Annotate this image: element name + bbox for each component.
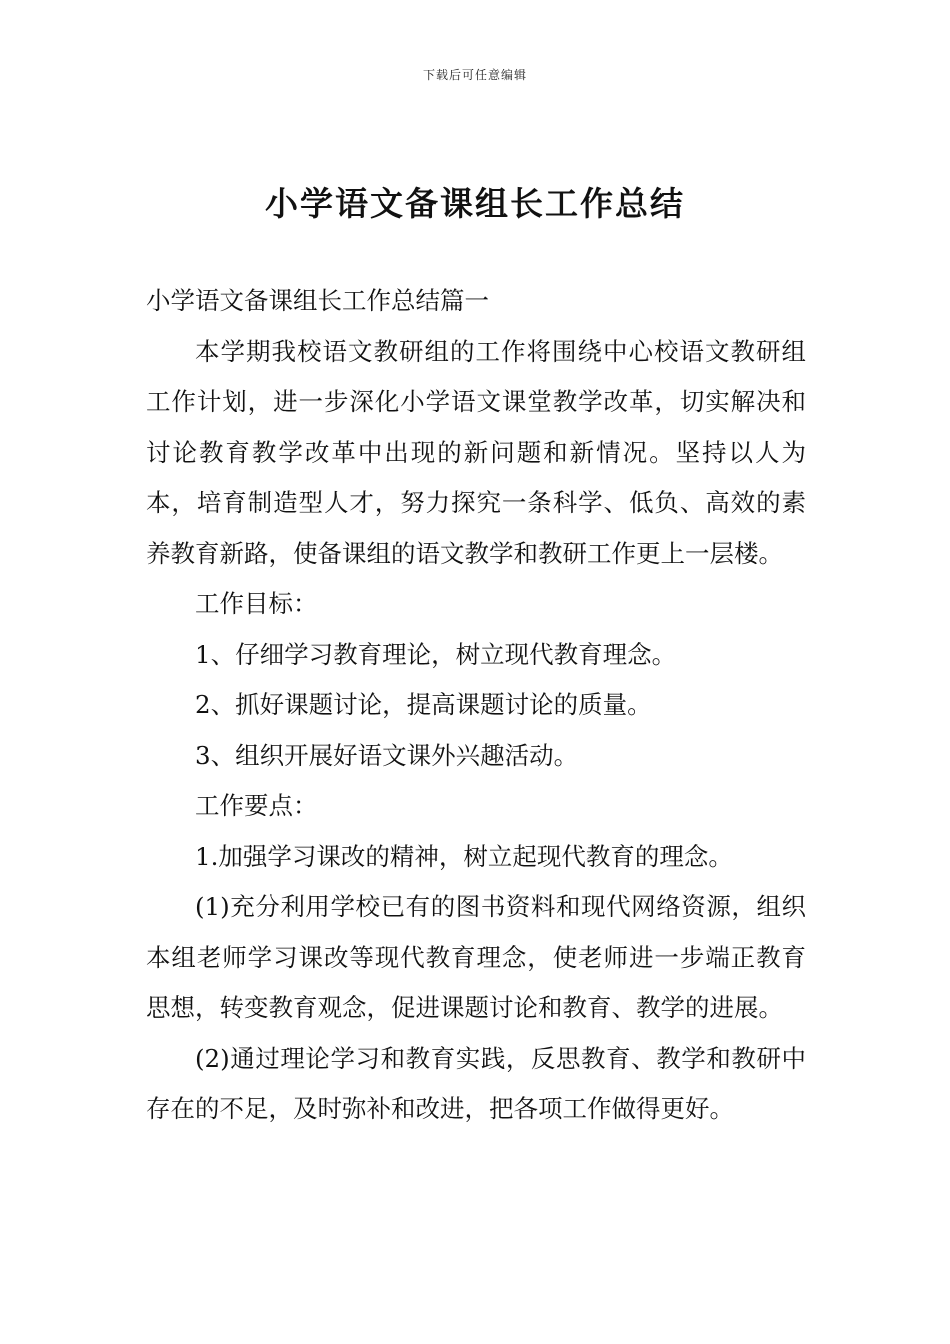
paragraph-goals-heading: 工作目标： (195, 589, 318, 618)
paragraph-keypoint-1: 1.加强学习课改的精神，树立起现代教育的理念。 (195, 841, 733, 871)
paragraph-keypoint-1-1: (1)充分利用学校已有的图书资料和现代网络资源，组织本组老师学习课改等现代教育理念，使老师进一步端正教育思想，转变教育观念，促进课题讨论和教育、教学的进展。 (146, 892, 806, 1022)
paragraph-intro: 本学期我校语文教研组的工作将围绕中心校语文教研组工作计划，进一步深化小学语文课堂教学改革，切实解决和讨论教育教学改革中出现的新问题和新情况。坚持以人为本，培育制造型人才，努力探究一条科学、低负、高效的素养教育新路，使备课组的语文教学和教研工作更上一层楼。 (146, 336, 806, 568)
paragraph-keypoint-1-2: (2)通过理论学习和教育实践，反思教育、教学和教研中存在的不足，及时弥补和改进，把各项工作做得更好。 (146, 1043, 806, 1123)
paragraph-goal-2: 2、抓好课题讨论，提高课题讨论的质量。 (195, 690, 652, 719)
paragraph-goal-3: 3、组织开展好语文课外兴趣活动。 (195, 740, 579, 770)
document-body (146, 276, 806, 1135)
header-note: 下载后可任意编辑 (422, 68, 527, 82)
paragraph-goal-1: 1、仔细学习教育理论，树立现代教育理念。 (195, 639, 677, 669)
section-heading: 小学语文备课组长工作总结篇一 (146, 286, 489, 315)
paragraph-keypoints-heading: 工作要点： (195, 791, 318, 820)
document-title: 小学语文备课组长工作总结 (265, 184, 685, 223)
